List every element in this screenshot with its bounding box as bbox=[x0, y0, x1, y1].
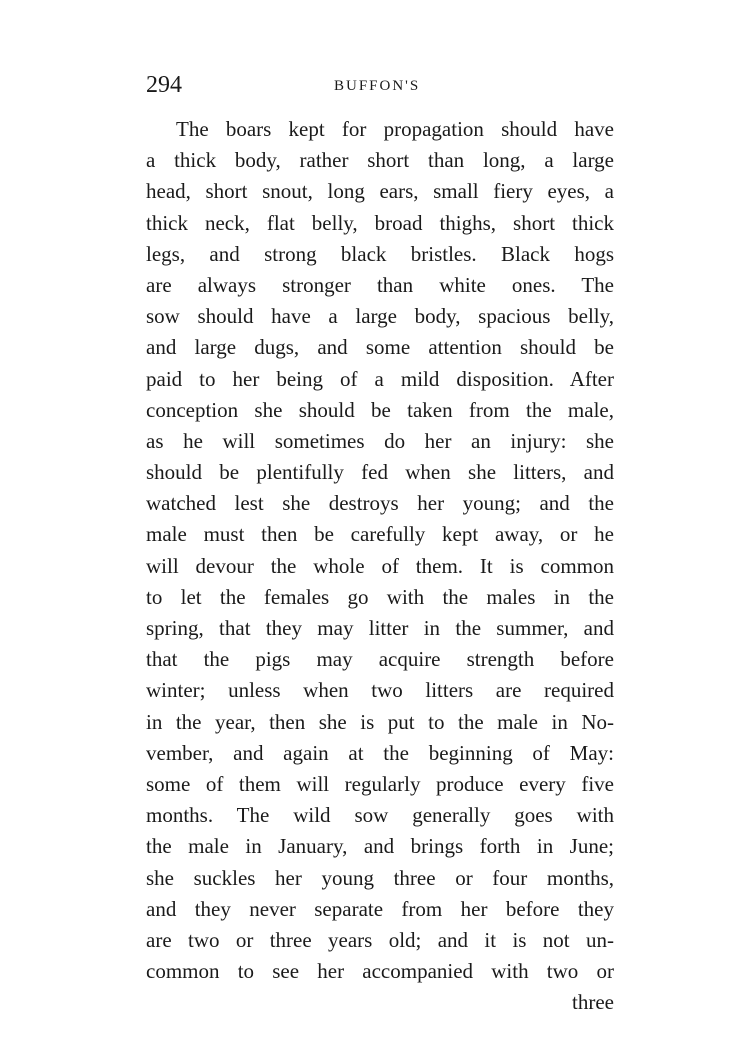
page-header bbox=[146, 72, 616, 102]
text-line: months. The wild sow generally goes with bbox=[146, 803, 614, 828]
text-line: are always stronger than white ones. The bbox=[146, 272, 614, 297]
text-line: are two or three years old; and it is not un- bbox=[146, 927, 614, 952]
text-line: winter; unless when two litters are required bbox=[146, 678, 614, 703]
text-line: sow should have a large body, spacious belly, bbox=[146, 304, 614, 329]
text-line: she suckles her young three or four months, bbox=[146, 865, 614, 890]
text-line: in the year, then she is put to the male in No- bbox=[146, 709, 614, 734]
text-line: as he will sometimes do her an injury: she bbox=[146, 428, 614, 453]
text-line: head, short snout, long ears, small fiery eyes, a bbox=[146, 179, 614, 204]
text-line: spring, that they may litter in the summer, and bbox=[146, 616, 614, 640]
text-line: to let the females go with the males in the bbox=[146, 584, 614, 609]
text-line: paid to her being of a mild disposition. After bbox=[146, 366, 614, 391]
text-line: thick neck, flat belly, broad thighs, short thick bbox=[146, 210, 614, 235]
text-line: should be plentifully fed when she litters, and bbox=[146, 460, 614, 485]
text-line: common to see her accompanied with two or bbox=[146, 959, 614, 984]
text-line: that the pigs may acquire strength before bbox=[146, 647, 614, 672]
text-line: vember, and again at the beginning of May: bbox=[146, 740, 614, 765]
text-line: legs, and strong black bristles. Black hogs bbox=[146, 241, 614, 266]
text-line: the male in January, and brings forth in June; bbox=[146, 834, 614, 859]
text-line: watched lest she destroys her young; and the bbox=[146, 491, 614, 516]
text-line: will devour the whole of them. It is common bbox=[146, 553, 614, 578]
text-line: and they never separate from her before they bbox=[146, 896, 614, 921]
text-line: male must then be carefully kept away, or he bbox=[146, 522, 614, 547]
text-line: a thick body, rather short than long, a large bbox=[146, 148, 614, 173]
text-line: The boars kept for propagation should have bbox=[176, 117, 614, 141]
text-line: some of them will regularly produce every five bbox=[146, 771, 614, 796]
body-text bbox=[146, 114, 614, 1018]
text-line: and large dugs, and some attention should be bbox=[146, 335, 614, 360]
page-number: 294 bbox=[146, 72, 182, 98]
text-line: conception she should be taken from the male, bbox=[146, 397, 614, 422]
running-head: BUFFON'S bbox=[334, 78, 421, 94]
catchword: three bbox=[572, 990, 614, 1015]
